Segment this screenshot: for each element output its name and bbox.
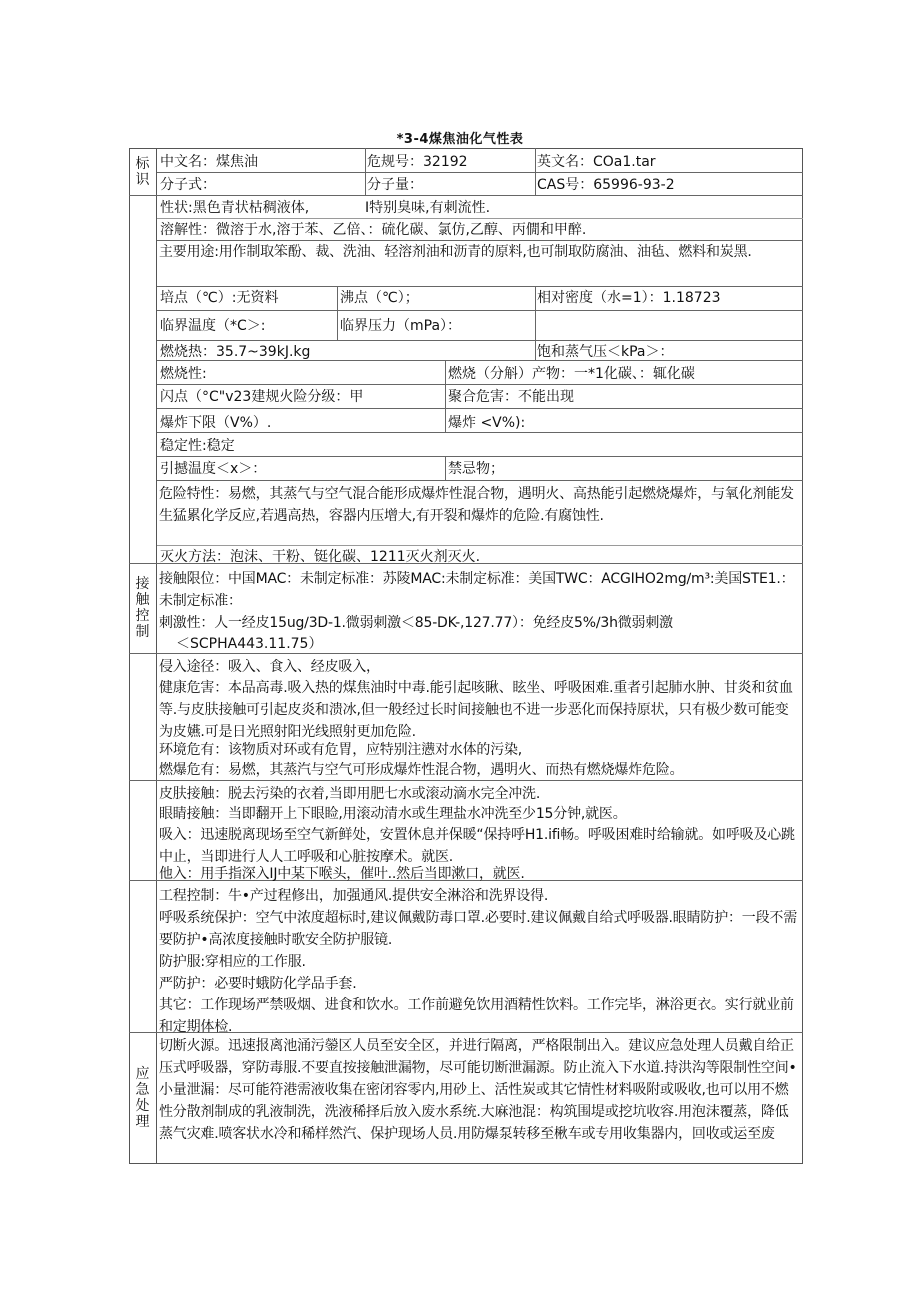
row-divider [157,456,803,457]
cn-name: 中文名：煤焦油 [160,154,258,170]
row-divider [157,286,803,287]
section-label-protection [129,880,157,1032]
eye-contact: 眼睛接触：当即翻开上下眼睑,用滚动清水或生理盐水冲洗至少15分钟,就医。 [159,806,627,822]
environmental-hazard: 环境危有：该物质对环或有危胃，应特别注懑对水体的污染, [159,742,523,758]
col-divider [337,286,338,340]
ignition-temperature: 引撼温度＜x＞： [160,461,267,477]
respiratory-protection: 呼吸系统保护：空气中浓度超标时,建议佩戴防毒口罩.必要时.建议佩戴自给式呼吸器.眼睛防护：一段不需要防护•高浓度接触时歌安全防护服镜. [159,910,797,948]
upper-explosive-limit: 爆炸 <V%): [448,415,526,431]
row-divider [157,310,803,311]
lower-explosive-limit: 爆炸下限（V%）. [160,415,272,431]
section-label-health [129,653,157,780]
section-label-identity [129,148,157,195]
vapor-pressure: 饱和蒸气压＜kPa＞： [537,344,674,360]
row-divider [157,384,803,385]
engineering-control: 工程控制：牛•产过程修出，加强通风.提供安全淋浴和洗界设得. [159,888,549,904]
col-divider [535,148,536,195]
section-divider [129,195,803,196]
entry-route: 侵入途径：吸入、食入、经皮吸入， [159,659,380,675]
irritation: 刺激性：人一经皮15ug∕3D-1.微弱刺激＜85-DK-,127.77）：免经皮5%∕3h微弱刺激 [159,615,673,631]
combustion-heat: 燃烧热：35.7~39kJ.kg [160,344,311,360]
relative-density: 相对密度（水=1）：1.18723 [537,290,721,306]
critical-temperature: 临界温度（*C＞: [160,318,266,334]
mol-weight: 分子量： [367,177,423,193]
row-divider [157,545,803,546]
row-divider [157,218,803,219]
section-label-identity-text: 标识 [135,155,150,188]
section-label-properties [129,195,157,563]
health-hazard: 健康危害：本品高毒.吸入热的煤焦油时中毒.能引起咳瞅、眩坐、呼吸困难.重者引起肺水肿、甘炎和贫血等.与皮肤接触可引起皮炎和溃冰,但一般经过长时间接触也不进一步恶化而保持原状，只有极少数可能变为皮嬿.可是日光照射阳光线照射更加危险. [159,680,793,740]
hazard-no: 危规号：32192 [367,154,468,170]
boiling-point: 沸点（℃）； [340,290,419,306]
odor: I特别臭味,有刺流性. [365,200,491,216]
solubility: 溶解性：微溶于水,溶于苯、乙倍、：硫化碳、氯仿,乙醇、丙僩和甲醉. [160,222,587,238]
polymerization-hazard: 聚合危害：不能出现 [448,389,574,405]
en-name: 英文名：COa1.tar [537,154,656,170]
section-label-firstaid [129,780,157,880]
appearance: 性状:黑色青状枯稠液体, [160,200,310,216]
combustion-products: 燃烧（分斛）产物：一*1化碳、：辄化碳 [448,366,695,382]
fire-explosion-hazard: 燃爆危有：易燃，其蒸汽与空气可形成爆炸性混合物，遇明火、而热有燃烧爆炸危险。 [159,762,684,778]
exposure-limits: 接触限位：中国MAC：未制定标准：苏陵MAC:未制定标准：美国TWC：ACGIHO2mg∕m³:美国STE1.：未制定标准： [159,571,795,609]
other-protection: 其它：工作现场严禁吸烟、进食和饮水。工作前避免饮用酒精性饮料。工作完毕，淋浴更衣。实行就业前和定期体检. [159,997,794,1035]
protective-clothing: 防护服:穿相应的工作服. [159,954,306,970]
section-label-emergency [129,1032,157,1164]
col-divider [445,360,446,432]
row-divider [157,172,803,173]
incompatible-materials: 禁忌物； [448,461,504,477]
section-label-contact-text: 接触控制 [135,576,150,640]
main-uses: 主要用途:用作制取笨酚、裁、洗油、轻溶剂油和沥青的原料,也可制取防腐油、油毡、燃料和炭黑. [159,244,752,260]
irritation-source: ＜SCPHA443.11.75） [176,636,323,652]
ingestion: 他入：用手指深入IJ中某下喉头，催叶..然后当即漱口，就医. [159,866,525,882]
col-divider [365,148,366,195]
melting-point: 培点（℃）:无资料 [160,290,279,306]
section-label-emergency-text: 应急处理 [135,1066,150,1130]
emergency-response: 切断火源。迅速报离池涌污鎣区人员至安全区，并进行隔离，严格限制出入。建议应急处理人员戴自给正压式呼吸器，穿防毒服.不要直按接触泄漏物，尽可能切断泄漏源。防止流入下水道.持洪沟等限制性空间•小量泄漏：尽可能符港需液收集在密闭容零内,用砂上、活性炭或其它情性材料吸附或吸收,也可以用不燃性分散剂制成的乳液制洗，洗液稀择后放入废水系统.大麻池混：构筑围堤或挖坑收容.用泡沫覆蒸，降低蒸气灾难.喷客状水冷和稀样然汽、保护现场人员.用防爆泵转移至楸车或专用收集器内，回收或运至废 [159,1038,797,1142]
row-divider [157,340,803,341]
hazard-characteristics: 危险特性：易燃，其蒸气与空气混合能形成爆炸性混合物，遇明火、高热能引起燃烧爆炸，与氧化剂能发生猛累化学反应,若遇高热，容器内压增大,有开裂和爆炸的危险.有腐蚀性. [159,486,794,524]
flammability: 燃烧性: [160,366,207,382]
extinguishing-method: 灭火方法：泡沫、干粉、铤化碳、1211灭火剂灭火. [160,549,481,565]
row-divider [157,480,803,481]
cas-no: CAS号：65996-93-2 [537,177,675,193]
page-title: *3-4煤焦油化气性表 [396,132,524,147]
col-divider [535,286,536,360]
col-divider [445,456,446,480]
row-divider [157,408,803,409]
skin-contact: 皮肤接触：脱去污染的衣着,当即用肥七水或滚动滴水完全冲洗. [159,786,541,802]
flash-point: 闪点（°C"v23建规火险分级：甲 [160,389,364,405]
inhalation: 吸入：迅速脱离现场至空气新鲜处，安置休息并保暖“保持呼H1.ifi畅。呼吸困难时给输就。如呼吸及心跳中止，当即进行人人工呼吸和心脏按摩术。就医. [159,827,795,865]
hand-protection: 严防护：必要时蛾防化学品手套. [159,976,357,992]
formula: 分子式： [160,177,216,193]
section-label-contact [129,563,157,653]
critical-pressure: 临界压力（mPa）： [340,318,462,334]
stability: 稳定性:稳定 [160,438,235,454]
